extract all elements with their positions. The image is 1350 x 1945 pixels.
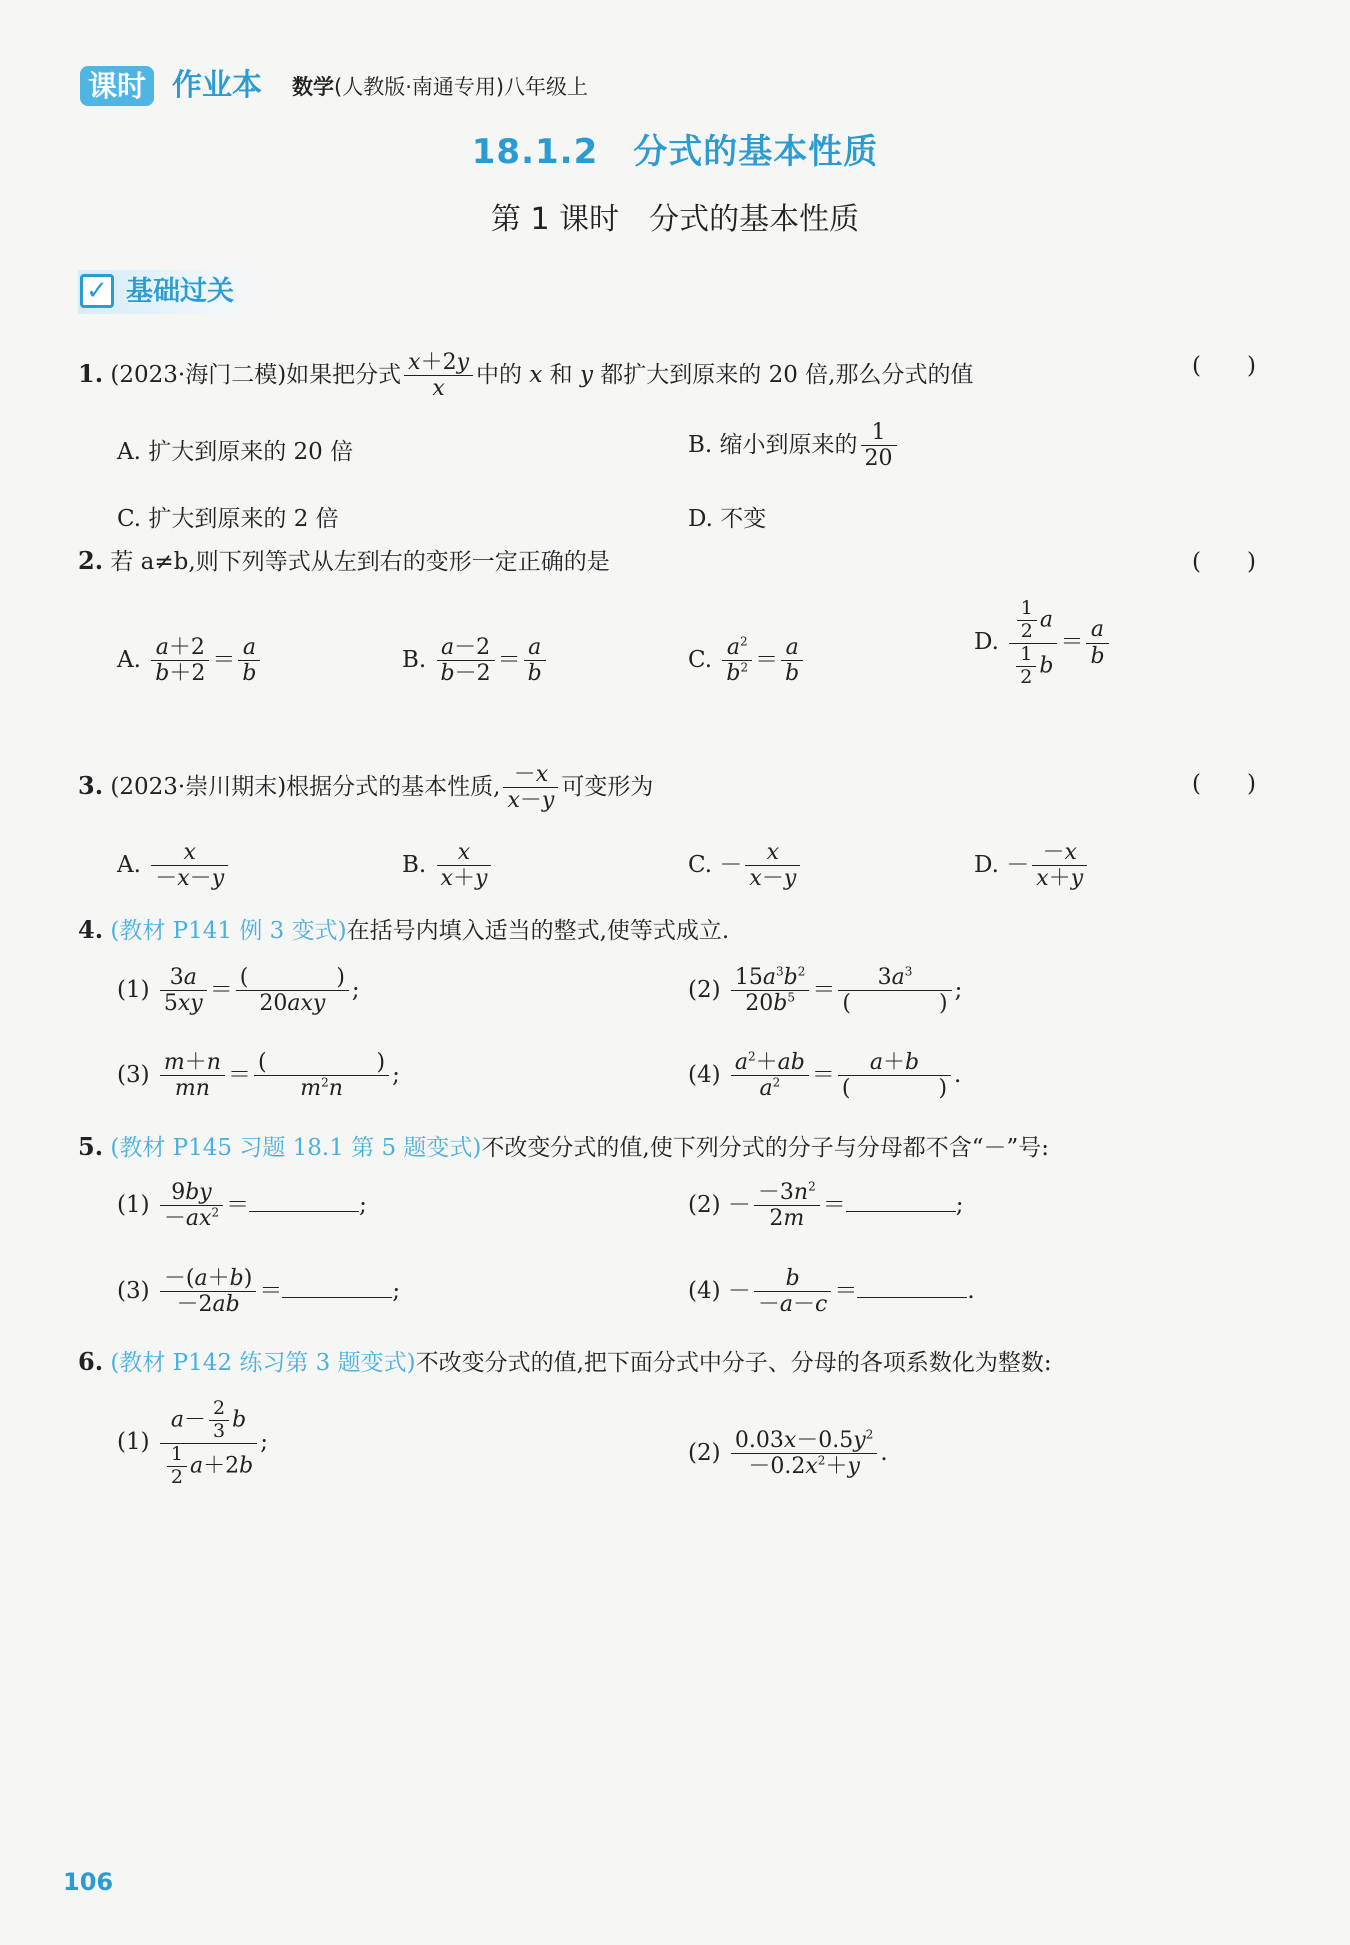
q1-option-b	[688, 420, 900, 472]
q4-number: 4.	[78, 915, 104, 944]
q3-number: 3.	[78, 770, 104, 800]
q5-part-4: (4) － $\frac{b}{-a-c}$ ＝ .	[688, 1266, 975, 1318]
q4-part-1: (1) $\frac{3a}{5xy}$ ＝ ( ) 20axy ;	[117, 965, 360, 1017]
q6-source: (教材 P142 练习第 3 题变式)	[110, 1350, 416, 1376]
q3-source: (2023·崇川期末)	[110, 773, 287, 800]
q4-part-4: (4) $\frac{a^2+ab}{a^2}$ ＝ a＋b ( ) .	[688, 1049, 962, 1102]
q1-stem-c: 和	[549, 361, 573, 388]
q5-stem	[78, 1132, 1049, 1164]
edition-label: (人教版·南通专用)八年级上	[334, 75, 589, 99]
q5-part-3: (3) $\frac{-(a+b)}{-2ab}$ ＝ ;	[117, 1266, 401, 1318]
q6-stem-text: 不改变分式的值,把下面分式中分子、分母的各项系数化为整数:	[415, 1350, 1052, 1376]
lesson-title: 第 1 课时 分式的基本性质	[490, 202, 860, 237]
q1-stem: 1. (2023·海门二模)如果把分式 $\frac{x+2y}{x}$ 中的 x 和 y 都扩大到原来的 20 倍,那么分式的值	[78, 350, 974, 402]
q1-fraction: $\frac{x+2y}{x}$	[404, 350, 473, 402]
book-info	[292, 72, 588, 102]
q6-part-1: (1) a－ $\frac{2}{3}$ b $\frac{1}{2}$ a＋2b ;	[117, 1397, 268, 1488]
q6-stem	[78, 1347, 1052, 1379]
q1-option-b-text: B. 缩小到原来的	[688, 431, 858, 458]
q2-option-c: C. $\frac{a^2}{b^2}$ ＝ $\frac{a}{b}$	[688, 635, 806, 687]
q3-option-c: C. － $\frac{x}{x-y}$	[688, 840, 803, 892]
q6-part-2: (2) $\frac{0.03x-0.5y^2}{-0.2x^2+y}$ .	[688, 1427, 888, 1480]
q2-stem-text: 若 a≠b,则下列等式从左到右的变形一定正确的是	[110, 549, 610, 575]
subject-label: 数学	[292, 75, 334, 99]
q5-stem-text: 不改变分式的值,使下列分式的分子与分母都不含“－”号:	[481, 1135, 1049, 1161]
section-banner	[78, 270, 268, 314]
q1-stem-d: 都扩大到原来的 20 倍,那么分式的值	[600, 361, 974, 388]
checkbox-icon: ✓	[80, 274, 114, 308]
q2-stem	[78, 546, 610, 578]
q6-number: 6.	[78, 1347, 104, 1376]
q5-source: (教材 P145 习题 18.1 第 5 题变式)	[110, 1135, 482, 1161]
q4-stem-text: 在括号内填入适当的整式,使等式成立.	[346, 918, 730, 944]
q4-part-3: (3) $\frac{m+n}{mn}$ ＝ ( ) $m^2n$ ;	[117, 1050, 400, 1102]
q5-part-1: (1) $\frac{9by}{-ax^2}$ ＝ ;	[117, 1180, 367, 1232]
q3-option-a: A. $\frac{x}{-x-y}$	[117, 840, 231, 892]
q3-fraction: $\frac{-x}{x-y}$	[503, 762, 558, 814]
q5-number: 5.	[78, 1132, 104, 1161]
q2-answer-paren: ( )	[1192, 549, 1256, 575]
brand-logo-zuoyeben: 作业本	[172, 68, 262, 103]
q1-stem-b: 中的	[476, 361, 523, 388]
q3-option-d: D. － $\frac{-x}{x+y}$	[974, 840, 1090, 892]
q3-stem	[78, 762, 653, 814]
q1-stem-a: 如果把分式	[286, 361, 402, 388]
q1-option-b-fraction: $\frac{1}{20}$	[861, 420, 897, 472]
brand-logo-keshi: 课时	[80, 66, 154, 106]
q1-source: (2023·海门二模)	[110, 361, 287, 388]
q1-option-d: D. 不变	[688, 506, 767, 532]
q4-source: (教材 P141 例 3 变式)	[110, 918, 347, 944]
q5-part-2: (2) － $\frac{-3n^2}{2m}$ ＝ ;	[688, 1179, 964, 1232]
q2-number: 2.	[78, 546, 104, 575]
section-title: 18.1.2 分式的基本性质	[471, 132, 879, 172]
q3-stem-text: 根据分式的基本性质,	[286, 773, 501, 800]
q4-stem	[78, 915, 729, 947]
q4-part-2: (2) $\frac{15a^3b^2}{20b^5}$ ＝ $3a^3$ ( ) ;	[688, 964, 963, 1017]
q2-option-a: A. $\frac{a+2}{b+2}$ ＝ $\frac{a}{b}$	[117, 635, 263, 687]
q5-blank-3[interactable]	[282, 1297, 392, 1298]
q3-answer-paren: ( )	[1192, 771, 1256, 797]
section-label: 基础过关	[126, 276, 234, 307]
page-number: 106	[63, 1868, 114, 1896]
q5-blank-2[interactable]	[846, 1211, 956, 1212]
q3-stem-b: 可变形为	[561, 773, 654, 800]
q1-option-c: C. 扩大到原来的 2 倍	[117, 506, 339, 532]
q1-option-a: A. 扩大到原来的 20 倍	[117, 439, 354, 465]
q3-option-b: B. $\frac{x}{x+y}$	[402, 840, 494, 892]
q5-blank-4[interactable]	[857, 1297, 967, 1298]
q2-option-b: B. $\frac{a-2}{b-2}$ ＝ $\frac{a}{b}$	[402, 635, 549, 687]
q5-blank-1[interactable]	[249, 1211, 359, 1212]
q2-option-d: D. $\frac{1}{2}$ a $\frac{1}{2}$ b ＝ $\frac{a}{b}$	[974, 598, 1112, 688]
q1-answer-paren: ( )	[1192, 353, 1256, 379]
q1-number: 1.	[78, 358, 104, 388]
